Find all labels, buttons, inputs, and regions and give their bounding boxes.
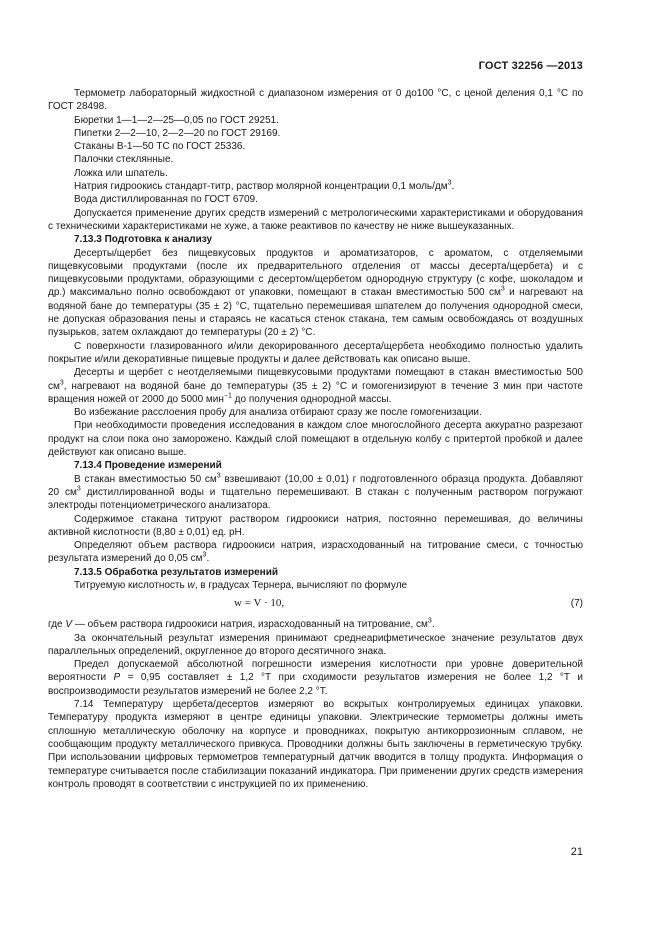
paragraph <box>48 539 583 566</box>
superscript: 3 <box>76 485 81 493</box>
list-item <box>74 167 583 180</box>
list-item <box>74 114 583 127</box>
text-run: Термометр лабораторный жидкостной с диапазоном измерения от 0 до100 °С, с ценой деления 0,1 °С по ГОСТ 28498. <box>48 88 583 113</box>
paragraph <box>48 406 583 419</box>
formula-line <box>48 597 583 612</box>
text-run: Десерты и щербет с неотделяемыми пищевкусовыми продуктами помещают в стакан вместимостью 500 см <box>48 367 583 392</box>
document-body <box>48 87 583 791</box>
text-run: , в градусах Тернера, вычисляют по формуле <box>194 579 408 591</box>
text-run: С поверхности глазированного и/или декорированного десерта/щербета необходимо полностью удалить покрытие и/или декоративные пищевые продукты и далее действовать как описано выше. <box>48 340 583 365</box>
text-run: При необходимости проведения исследования в каждом слое многослойного десерта аккуратно разрезают продукт на слои пока оно заморожено. Каждый слой помещают в отдельную колбу с притертой пробкой и далее действуют как описано выше. <box>48 420 583 459</box>
text-run: . <box>206 553 210 565</box>
list-item <box>74 140 583 153</box>
paragraph <box>48 632 583 659</box>
text-run: В стакан вместимостью 50 см <box>74 473 217 485</box>
text-run: . <box>431 619 435 631</box>
text-run: дистиллированной воды и тщательно перемешивают. В стакан с полученным раствором погружают электроды потенциометрического анализатора. <box>48 486 584 512</box>
text-run: Натрия гидроокись стандарт-титр, раствор молярной концентрации 0,1 моль/дм <box>74 181 448 193</box>
text-run: Бюретки 1—1—2—25—0,05 по ГОСТ 29251. <box>74 114 279 126</box>
superscript: 3 <box>216 472 221 480</box>
text-run: взвешивают (10,00 ± 0,01) г подготовленного образца продукта. Добавляют 20 см <box>48 473 583 498</box>
text-run: — объем раствора гидроокиси натрия, израсходованный на титрование, см <box>72 619 428 631</box>
paragraph <box>48 579 583 592</box>
superscript: −1 <box>223 392 232 400</box>
paragraph <box>48 698 583 791</box>
page-number: 21 <box>570 846 583 858</box>
formula: w = V · 10, <box>234 597 285 610</box>
text-run: Титруемую кислотность <box>74 579 188 591</box>
superscript: 3 <box>427 617 432 625</box>
document-code-header: ГОСТ 32256 —2013 <box>478 60 583 72</box>
section-heading <box>74 459 583 472</box>
superscript: 3 <box>447 179 452 187</box>
text-run: Содержимое стакана титруют раствором гидроокиси натрия, постоянно перемешивая, до величины активной кислотности (8,80 ± 0,01) ед. pH. <box>48 513 583 538</box>
variable: w <box>187 579 195 591</box>
section-heading <box>74 566 583 579</box>
paragraph <box>48 366 583 406</box>
text-run: Палочки стеклянные. <box>74 154 174 166</box>
variable: V <box>65 619 73 631</box>
text-run: Определяют объем раствора гидроокиси натрия, израсходованный на титрование смеси, с точностью результата измерений до 0,05 см <box>48 540 583 565</box>
text-run: Вода дистиллированная по ГОСТ 6709. <box>74 194 258 206</box>
paragraph <box>48 87 583 114</box>
text-run: 7.13.4 Проведение измерений <box>74 460 222 472</box>
text-run: 7.13.3 Подготовка к анализу <box>74 234 213 246</box>
paragraph <box>48 207 583 234</box>
formula-number: (7) <box>570 598 583 610</box>
text-run: Во избежание расслоения пробу для анализа отбирают сразу же после гомогенизации. <box>74 407 482 419</box>
text-run: где <box>48 619 66 631</box>
text-run: 7.13.5 Обработка результатов измерений <box>74 566 279 578</box>
text-run: Пипетки 2—2—10, 2—2—20 по ГОСТ 29169. <box>74 127 281 139</box>
text-run: . <box>451 181 455 193</box>
paragraph <box>48 618 583 631</box>
list-item <box>74 153 583 166</box>
text-run: , нагревают на водяной бане до температуры (35 ± 2) °С и гомогенизируют в течение 3 мин при частоте вращения ножей от 2000 до 5000 мин <box>48 380 583 405</box>
section-heading <box>74 233 583 246</box>
paragraph <box>48 340 583 367</box>
text-run: Стаканы В-1—50 ТС по ГОСТ 25336. <box>74 141 246 153</box>
text-run: до получения однородной массы. <box>231 393 392 405</box>
text-run: и нагревают на водяной бане до температуры (35 ± 2) °С, тщательно перемешивая шпателем до получения однородной смеси, не допуская образования пены и стараясь не касаться стенок стакана, тем самым освобождаясь от воздушных пузырьков, затем охлаждают до температуры (20 ± 2) °С. <box>48 287 583 339</box>
text-run: Допускается применение других средств измерений с метрологическими характеристиками и оборудования с техническими характеристиками не хуже, а также реактивов по качеству не ниже вышеуказанных. <box>48 207 583 232</box>
superscript: 3 <box>500 286 505 294</box>
text-run: Ложка или шпатель. <box>74 167 168 179</box>
text-run: 7.14 Температуру щербета/десертов измеряют во вскрытых контролируемых единицах упаковки. Температуру продукта измеряют в центре единицы упаковки. Электрические термометры должны иметь сплошную металлическую оболочку на корпусе и проводниках, покрытую антикоррозионным сплавом, не сообщающим продукту металлического привкуса. Проводники должны быть заключены в герметическую трубку. При использовании цифровых термометров температурный датчик вводится в толщу продукта. Информация о температуре считывается после стабилизации показаний индикатора. При применении других средств измерения контроль проводят в соответствии с инструкцией по их применению. <box>48 699 583 790</box>
text-run: Предел допускаемой абсолютной погрешности измерения кислотности при уровне доверительной вероятности <box>48 659 583 684</box>
text-run: Десерты/щербет без пищевкусовых продуктов и ароматизаторов, с ароматом, с отделяемыми пищевкусовыми продуктами (после их предварительного отделения от массы десерта/щербета) и с пищевкусовыми продуктами, образующими с десертом/щербетом однородную структуру (с кофе, шоколадом и др.) максимально полно освобождают от упаковки, помещают в стакан вместимостью 500 см <box>48 247 583 299</box>
text-run: За окончательный результат измерения принимают среднеарифметическое значение результатов двух параллельных определений, округленное до второго десятичного знака. <box>48 632 583 657</box>
list-item <box>74 193 583 206</box>
text-run: = 0,95 составляет ± 1,2 °Т при сходимости результатов измерения не более 1,2 °Т и воспроизводимости результатов измерений не более 2,2 °Т. <box>48 672 583 697</box>
paragraph <box>48 473 583 513</box>
paragraph <box>48 247 583 340</box>
paragraph <box>48 658 583 698</box>
superscript: 3 <box>202 552 207 560</box>
paragraph <box>48 513 583 540</box>
list-item <box>74 127 583 140</box>
paragraph <box>48 419 583 459</box>
list-item <box>74 180 583 193</box>
superscript: 3 <box>59 379 64 387</box>
variable: P <box>113 672 121 684</box>
